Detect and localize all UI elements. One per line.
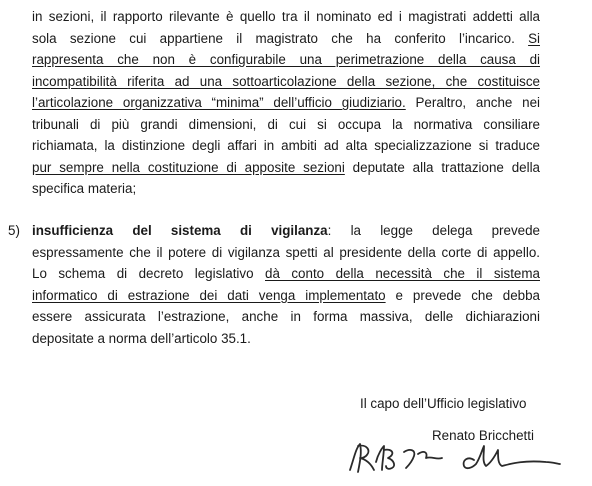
underlined-span: l’articolazione organizzativa “minima” dell’ufficio giudiziario. [32,95,406,110]
underlined-span: pur sempre nella costituzione di apposite sezioni [32,159,345,175]
text-line [32,28,540,50]
text-line [32,263,540,285]
bold-heading: insufficienza del sistema di vigilanza [32,223,328,238]
item-5-paragraph [32,220,540,349]
text-line [32,157,540,179]
office-title: Il capo dell’Ufficio legislativo [360,396,527,411]
text-line: depositate a norma dell’articolo 35.1. [32,330,251,346]
text-line: specifica materia; [32,181,137,196]
text-line [32,285,540,307]
signer-name: Renato Bricchetti [432,428,534,443]
text-line: tribunali di più grandi dimensioni, di cui si occupa la normativa consiliare [32,116,540,132]
text-line [32,92,540,114]
text-span: deputate alla trattazione della [344,159,541,175]
text-span: : la legge delega prevede [327,223,540,238]
text-line: espressamente che il potere di vigilanza spetti al presidente della corte di appello. [32,244,540,260]
text-line [32,220,540,242]
text-span: Lo schema di decreto legislativo [32,266,265,281]
underlined-span: informatico di estrazione dei dati venga implementato [32,287,386,303]
text-span: Peraltro, anche nei [405,95,540,110]
handwritten-signature [346,440,562,478]
underlined-span: dà conto della necessità che il sistema [265,266,540,281]
text-span: sola sezione cui appartiene il magistrato che ha conferito l’incarico. [32,30,529,46]
paragraph-top [32,6,540,200]
text-line: richiamata, la distinzione degli affari in ambiti ad alta specializzazione si traduce [32,138,540,153]
underlined-line: incompatibilità riferita ad una sottoarticolazione della sezione, che costituisce [32,73,540,89]
text-span: e prevede che debba [385,287,540,303]
list-marker: 5) [8,223,20,238]
underlined-line: rappresenta che non è configurabile una perimetrazione della causa di [32,52,540,67]
underlined-span: Si [528,30,540,46]
text-line: essere assicurata l’estrazione, anche in forma massiva, delle dichiarazioni [32,309,540,324]
text-line: in sezioni, il rapporto rilevante è quello tra il nominato ed i magistrati addetti alla [32,9,540,24]
